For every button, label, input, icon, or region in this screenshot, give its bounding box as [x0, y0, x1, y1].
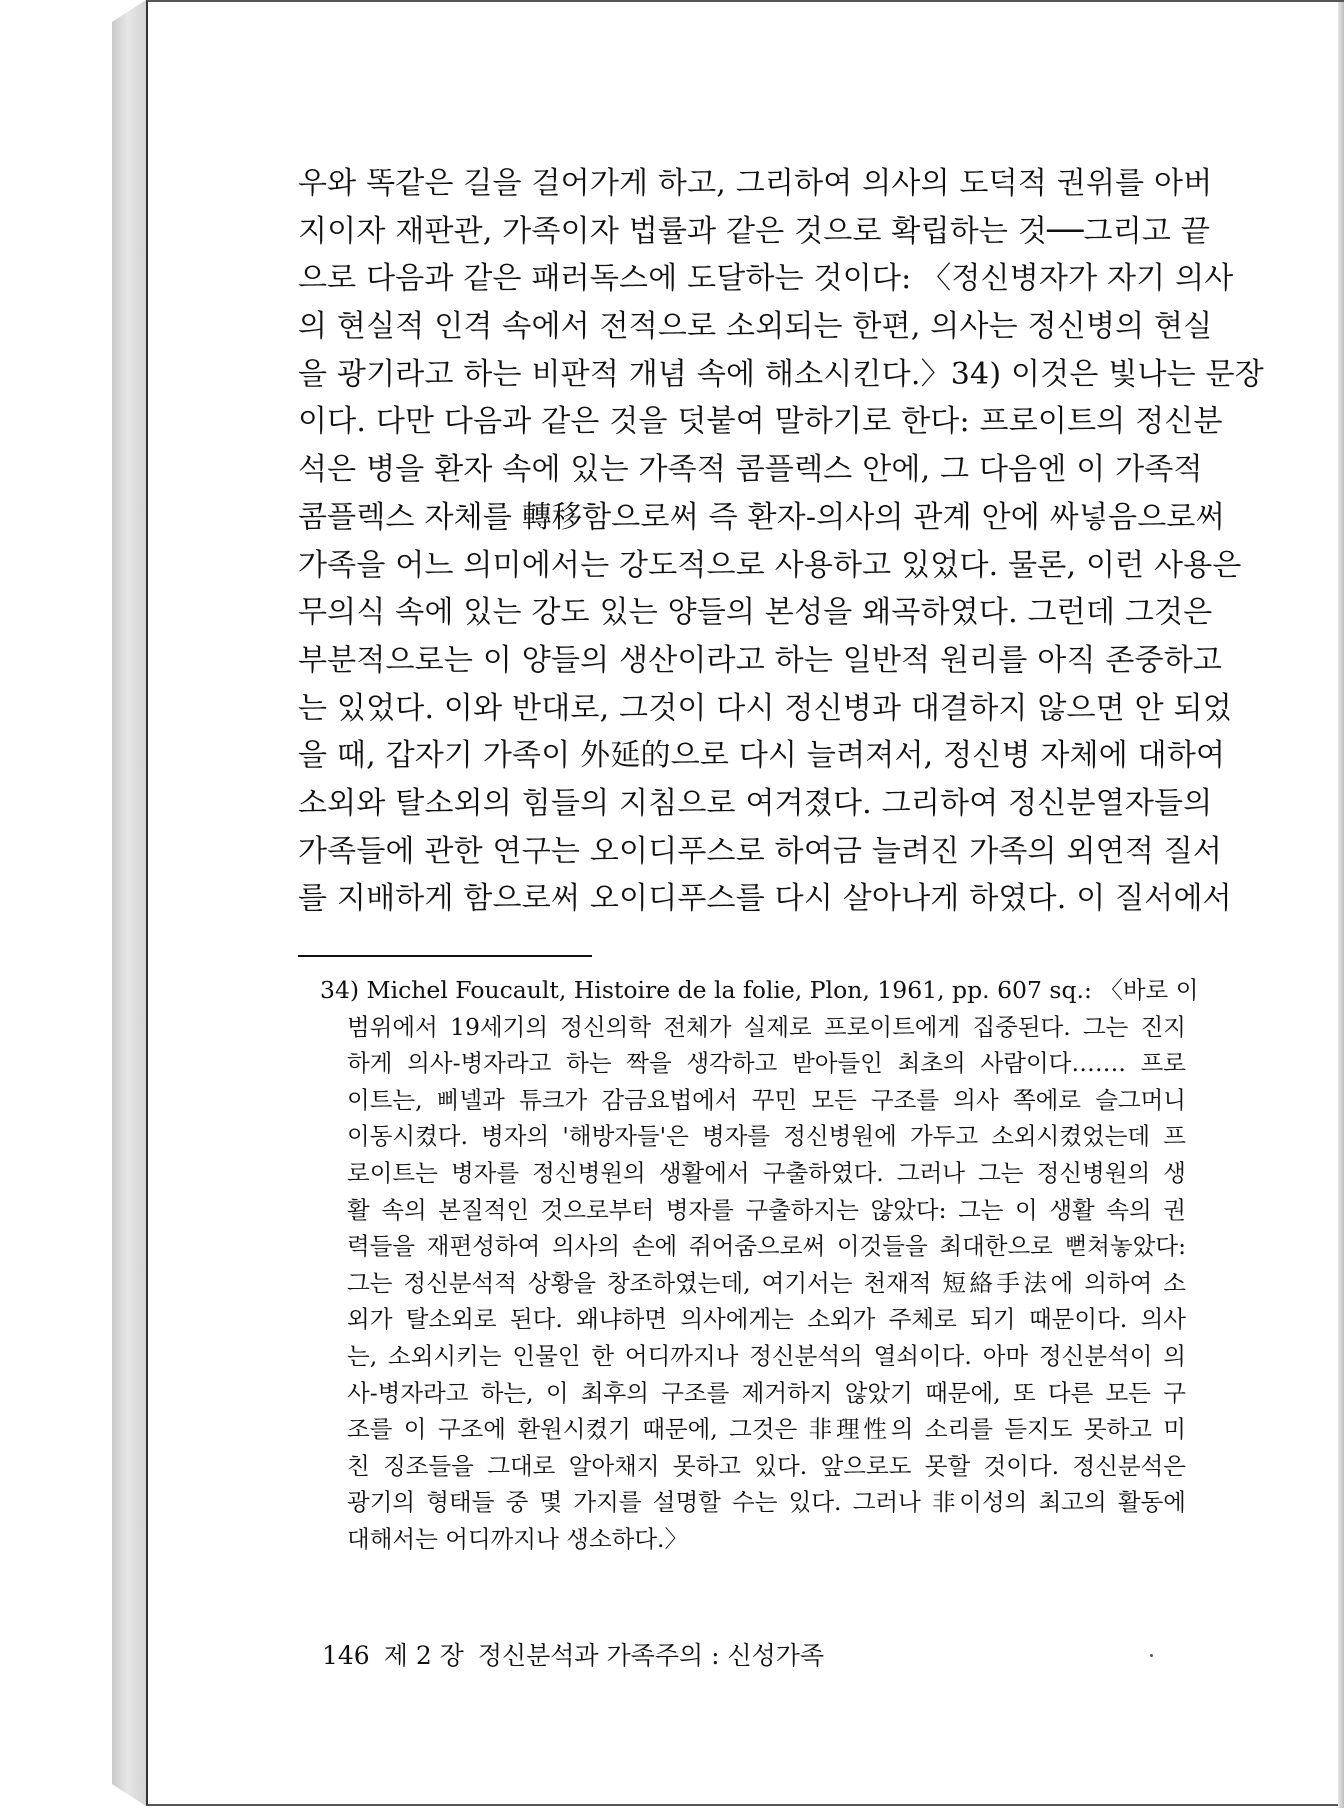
body-line: 이다. 다만 다음과 같은 것을 덧붙여 말하기로 한다: 프로이트의 정신분: [298, 404, 1223, 440]
body-line: 가족을 어느 의미에서는 강도적으로 사용하고 있었다. 물론, 이런 사용은: [298, 547, 1242, 583]
body-line: 으로 다음과 같은 패러독스에 도달하는 것이다: 〈정신병자가 자기 의사: [298, 261, 1234, 297]
body-line: 의 현실적 인격 속에서 전적으로 소외되는 한편, 의사는 정신병의 현실: [298, 309, 1213, 345]
footnote-line: 그는 정신분석적 상황을 창조하였는데, 여기서는 천재적 短絡手法에 의하여 소: [347, 1268, 1186, 1297]
body-text: [298, 160, 1264, 923]
page-shadow: [1338, 2, 1344, 1808]
footnote-line: 하게 의사-병자라고 하는 짝을 생각하고 받아들인 최초의 사람이다……. 프로: [347, 1049, 1186, 1078]
footnote-line: 외가 탈소외로 된다. 왜냐하면 의사에게는 소외가 주체로 되기 때문이다. 의사: [347, 1305, 1186, 1334]
footnote-block: [320, 972, 1199, 1558]
body-line: 지이자 재판관, 가족이자 법률과 같은 것으로 확립하는 것──그리고 끝: [298, 213, 1211, 249]
page-number: 146: [322, 1641, 370, 1670]
chapter-title: 정신분석과 가족주의 : 신성가족: [477, 1641, 825, 1670]
footnote-line: 범위에서 19세기의 정신의학 전체가 실제로 프로이트에게 집중된다. 그는 진지: [347, 1012, 1186, 1041]
footnote-line: 대해서는 어디까지나 생소하다.〉: [347, 1524, 689, 1553]
footnote-line: 력들을 재편성하여 의사의 손에 쥐어줌으로써 이것들을 최대한으로 뻗쳐놓았다:: [347, 1232, 1186, 1261]
chapter-label: 제 2 장: [383, 1641, 464, 1670]
body-line: 을 광기라고 하는 비판적 개념 속에 해소시킨다.〉34) 이것은 빛나는 문장: [298, 356, 1264, 392]
footnote-line: 로이트는 병자를 정신병원의 생활에서 구출하였다. 그러나 그는 정신병원의 생: [347, 1158, 1186, 1187]
footnote-line: 친 징조들을 그대로 알아채지 못하고 있다. 앞으로도 못할 것이다. 정신분석은: [347, 1451, 1186, 1480]
page-footer: [322, 1636, 838, 1672]
footnote-line: 는, 소외시키는 인물인 한 어디까지나 정신분석의 열쇠이다. 아마 정신분석이 의: [347, 1341, 1186, 1370]
body-line: 소외와 탈소외의 힘들의 지침으로 여겨졌다. 그리하여 정신분열자들의: [298, 785, 1213, 821]
scan-speck: [1150, 1654, 1153, 1657]
body-line: 을 때, 갑자기 가족이 外延的으로 다시 늘려져서, 정신병 자체에 대하여: [298, 738, 1226, 774]
footnote-line: 사-병자라고 하는, 이 최후의 구조를 제거하지 않았기 때문에, 또 다른 모든 구: [347, 1378, 1186, 1407]
book-edge: [112, 0, 146, 1806]
footnote-line: 광기의 형태들 중 몇 가지를 설명할 수는 있다. 그러나 非이성의 최고의 활동에: [347, 1488, 1186, 1517]
footnote-divider: [298, 955, 592, 957]
body-line: 콤플렉스 자체를 轉移함으로써 즉 환자-의사의 관계 안에 싸넣음으로써: [298, 499, 1225, 535]
footnote-line: 이트는, 삐넬과 튜크가 감금요법에서 꾸민 모든 구조를 의사 쪽에로 슬그머니: [347, 1085, 1186, 1114]
footnote-line: 활 속의 본질적인 것으로부터 병자를 구출하지는 않았다: 그는 이 생활 속의 권: [347, 1195, 1186, 1224]
body-line: 무의식 속에 있는 강도 있는 양들의 본성을 왜곡하였다. 그런데 그것은: [298, 595, 1213, 631]
body-line: 석은 병을 환자 속에 있는 가족적 콤플렉스 안에, 그 다음엔 이 가족적: [298, 452, 1203, 488]
body-line: 를 지배하게 함으로써 오이디푸스를 다시 살아나게 하였다. 이 질서에서: [298, 881, 1232, 917]
body-line: 부분적으로는 이 양들의 생산이라고 하는 일반적 원리를 아직 존중하고: [298, 642, 1223, 678]
body-line: 는 있었다. 이와 반대로, 그것이 다시 정신병과 대결하지 않으면 안 되었: [298, 690, 1232, 726]
footnote-line: 34) Michel Foucault, Histoire de la folie, Plon, 1961, pp. 607 sq.: 〈바로 이: [320, 976, 1199, 1004]
footnote-line: 이동시켰다. 병자의 '해방자들'은 병자를 정신병원에 가두고 소외시켰었는데 프: [347, 1122, 1186, 1151]
footnote-line: 조를 이 구조에 환원시켰기 때문에, 그것은 非理性의 소리를 듣지도 못하고 미: [347, 1415, 1187, 1444]
body-line: 우와 똑같은 길을 걸어가게 하고, 그리하여 의사의 도덕적 권위를 아버: [298, 166, 1213, 201]
body-line: 가족들에 관한 연구는 오이디푸스로 하여금 늘려진 가족의 외연적 질서: [298, 833, 1223, 869]
